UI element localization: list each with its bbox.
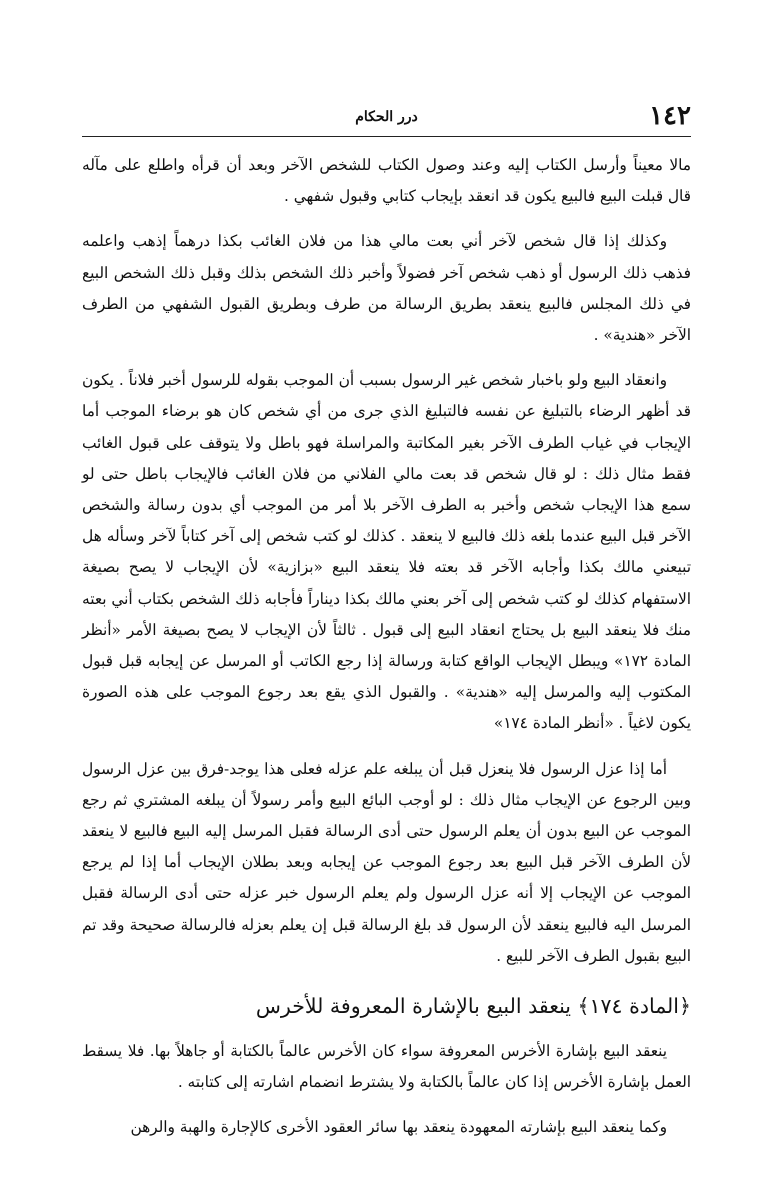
paragraph: وكما ينعقد البيع بإشارته المعهودة ينعقد بها سائر العقود الأخرى كالإجارة والهبة والرهن — [130, 1118, 667, 1137]
paragraph-continuation: مالا معيناً وأرسل الكتاب إليه وعند وصول الكتاب للشخص الآخر وبعد أن قرأه واطلع على مآله قال قبلت البيع فالبيع يكون قد انعقد بإيجاب كتابي وقبول شفهي . — [82, 156, 691, 206]
paragraph: ينعقد البيع بإشارة الأخرس المعروفة سواء كان الأخرس عالماً بالكتابة أو جاهلاً بها. فلا يسقط العمل بإشارة الأخرس إذا كان عالماً بالكتابة ولا يشترط انضمام اشارته إلى كتابته . — [82, 1042, 691, 1092]
page-number: ١٤٢ — [649, 101, 691, 131]
page-body — [82, 150, 691, 1158]
paragraph: وانعقاد البيع ولو باخبار شخص غير الرسول بسبب أن الموجب بقوله للرسول أخبر فلاناً . يكون قد أظهر الرضاء بالتبليغ عن نفسه فالتبليغ الذي جرى من أي شخص كان هو برضاء الموجب أما الإيجاب في غياب الطرف الآخر بغير المكاتبة والمراسلة فهو باطل ولا يتوقف على قبول الغائب فقط مثال ذلك : لو قال شخص قد بعت مالي الفلاني من فلان الغائب فالإيجاب باطل حتى لو سمع هذا الإيجاب شخص وأخبر به الطرف الآخر بلا أمر من الموجب أي بدون رسالة والشخص الآخر قبل البيع عندما بلغه ذلك فالبيع لا ينعقد . كذلك لو كتب شخص إلى آخر كتاباً لآخر وسأله هل تبيعني مالك بكذا وأجابه الآخر قد بعته فلا ينعقد البيع «بزازية» لأن الإيجاب لا يصح بصيغة الاستفهام كذلك لو كتب شخص إلى آخر بعني مالك بكذا ديناراً فأجابه ذلك الشخص بكتاب أني بعته منك فلا ينعقد البيع بل يحتاج انعقاد البيع إلى قبول . ثالثاً لأن الإيجاب لا يصح بصيغة الأمر «أنظر المادة ١٧٢» ويبطل الإيجاب الواقع كتابة ورسالة إذا رجع الكاتب أو المرسل عن إيجابه قبل قبول المكتوب إليه والمرسل إليه «هندية» . والقبول الذي يقع بعد رجوع الموجب على هذه الصورة يكون لاغياً . «أنظر المادة ١٧٤» — [82, 371, 692, 733]
paragraph: أما إذا عزل الرسول فلا ينعزل قبل أن يبلغه علم عزله فعلى هذا يوجد-فرق بين عزل الرسول وبين الرجوع عن الإيجاب مثال ذلك : لو أوجب البائع البيع وأمر رسولاً أن يبلغه المشتري ثم رجع الموجب عن البيع بدون أن يعلم الرسول حتى أدى الرسالة فقبل المرسل إليه البيع فالبيع لا ينعقد لأن الطرف الآخر قبل البيع بعد رجوع الموجب عن إيجابه وبعد بطلان الإيجاب أما إذا لم يرجع الموجب عن الإيجاب إلا أنه عزل الرسول ولم يعلم الرسول خبر عزله حتى أدى الرسالة فقبل المرسل اليه فالبيع ينعقد لأن الرسول قد بلغ الرسالة قبل إن يعلم بعزله فالرسالة صحيحة وقد تم البيع بقبول الطرف الآخر للبيع . — [82, 759, 691, 965]
page-header — [82, 100, 691, 137]
article-heading: ﴿المادة ١٧٤﴾ ينعقد البيع بالإشارة المعروفة للأخرس — [255, 994, 691, 1019]
paragraph: وكذلك إذا قال شخص لآخر أني بعت مالي هذا من فلان الغائب بكذا درهماً إذهب واعلمه فذهب ذلك الرسول أو ذهب شخص آخر فضولاً وأخبر ذلك الشخص بذلك وقبل ذلك الشخص البيع في ذلك المجلس فالبيع ينعقد بطريق الرسالة من طرف وبطريق القبول الشفهي من الطرف الآخر «هندية» . — [82, 232, 691, 345]
running-title: درر الحكام — [355, 109, 418, 125]
